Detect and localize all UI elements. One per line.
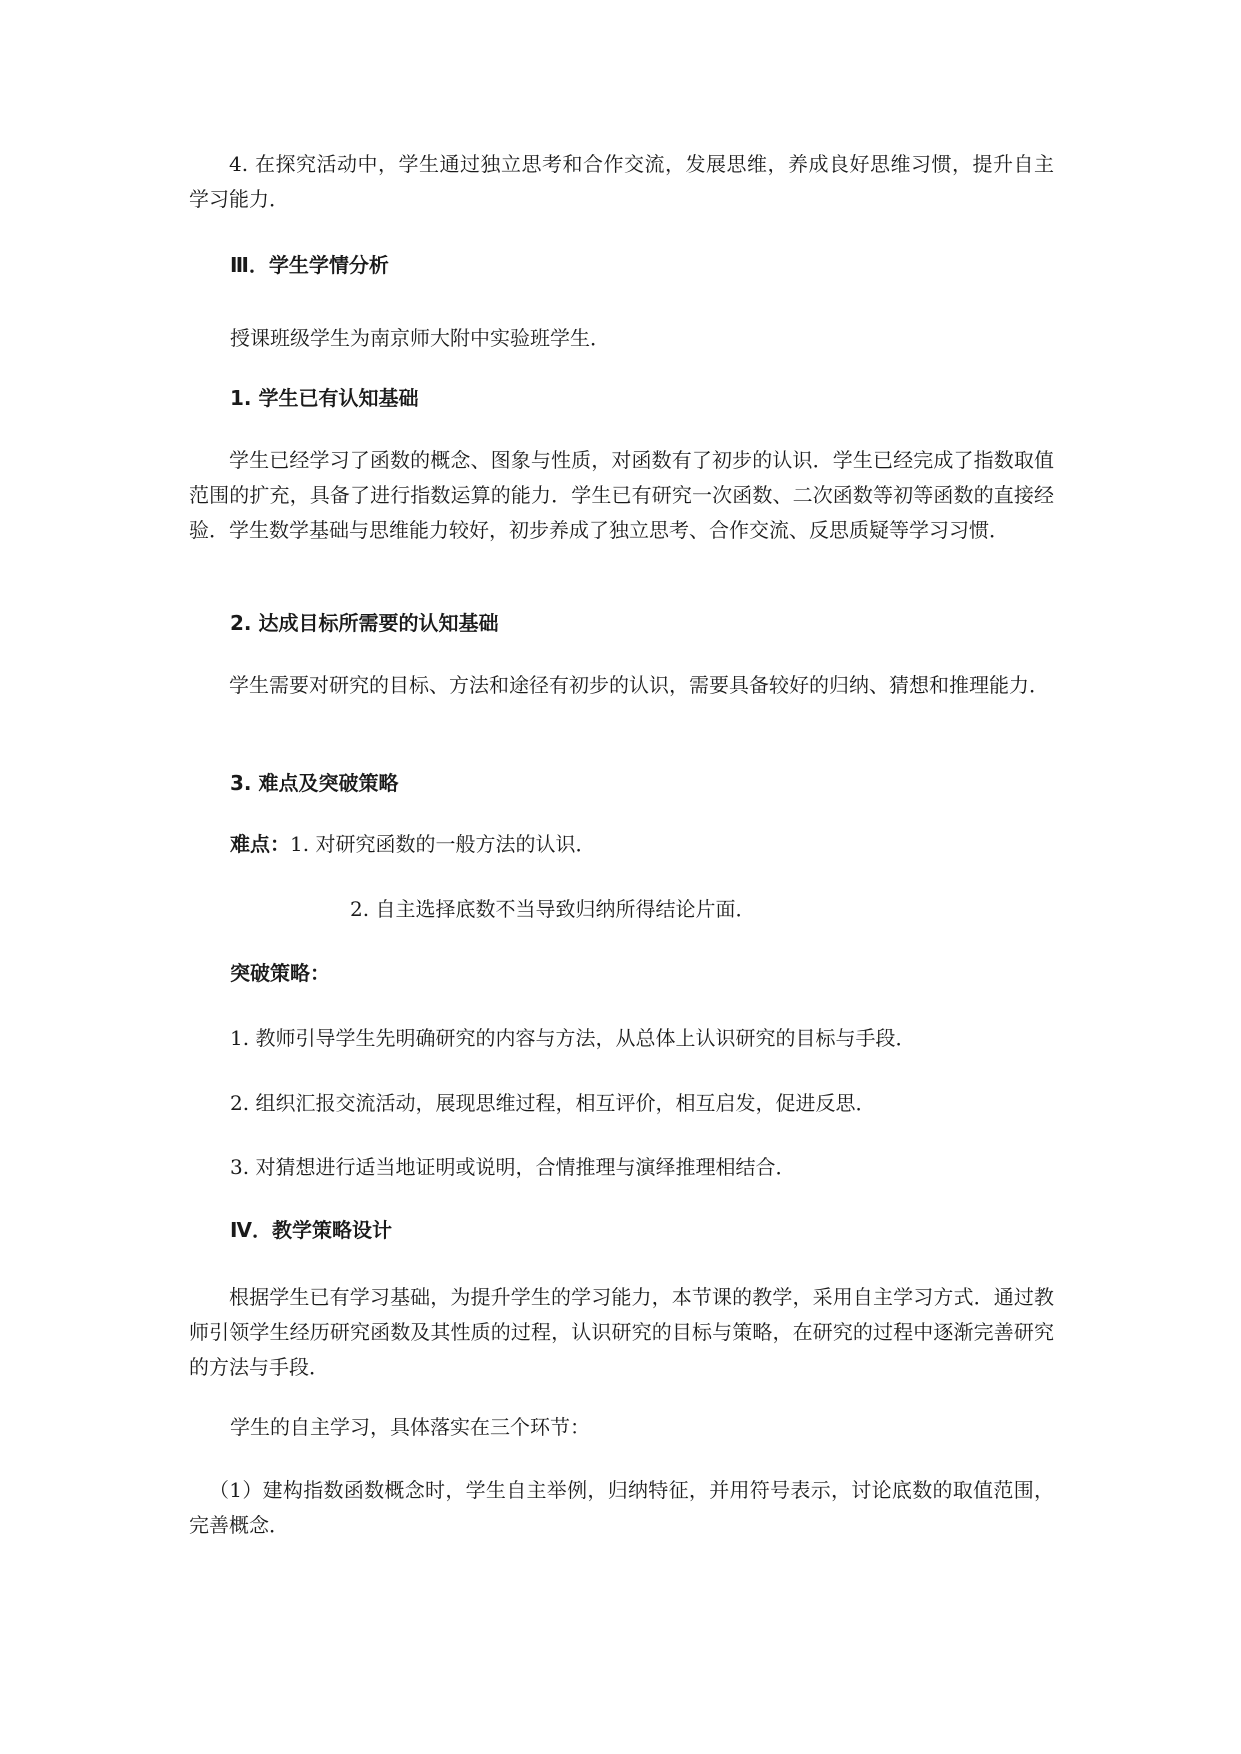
strategy-item-3: 3. 对猜想进行适当地证明或说明，合情推理与演绎推理相结合． — [230, 1155, 796, 1179]
section-title-teaching-strategy: Ⅳ．教学策略设计 — [230, 1218, 392, 1242]
subsection-title-existing-cognition: 1. 学生已有认知基础 — [230, 386, 419, 410]
subsection-title-required-cognition: 2. 达成目标所需要的认知基础 — [230, 611, 499, 635]
section-title-student-analysis: Ⅲ．学生学情分析 — [230, 253, 389, 277]
paragraph-existing-cognition: 学生已经学习了函数的概念、图象与性质，对函数有了初步的认识．学生已经完成了指数取值范围的扩充，具备了进行指数运算的能力．学生已有研究一次函数、二次函数等初等函数的直接经验．学生数学基础与思维能力较好，初步养成了独立思考、合作交流、反思质疑等学习习惯． — [189, 448, 1054, 542]
paragraph-self-study: 学生的自主学习，具体落实在三个环节： — [230, 1415, 590, 1439]
paragraph-item-1: （1）建构指数函数概念时，学生自主举例，归纳特征，并用符号表示，讨论底数的取值范围，完善概念． — [189, 1478, 1054, 1537]
difficulty-label: 难点： — [230, 832, 290, 856]
subsection-title-difficulty-strategy: 3. 难点及突破策略 — [230, 771, 399, 795]
strategy-item-2: 2. 组织汇报交流活动，展现思维过程，相互评价，相互启发，促进反思． — [230, 1091, 876, 1115]
strategy-item-1: 1. 教师引导学生先明确研究的内容与方法，从总体上认识研究的目标与手段． — [230, 1026, 916, 1050]
difficulty-item-1: 1. 对研究函数的一般方法的认识． — [290, 832, 596, 856]
paragraph-goal-4: 4. 在探究活动中，学生通过独立思考和合作交流，发展思维，养成良好思维习惯，提升自主学习能力． — [189, 152, 1054, 211]
paragraph-teaching-strategy: 根据学生已有学习基础，为提升学生的学习能力，本节课的教学，采用自主学习方式．通过教师引领学生经历研究函数及其性质的过程，认识研究的目标与策略，在研究的过程中逐渐完善研究的方法与手段． — [189, 1285, 1054, 1379]
strategy-label: 突破策略： — [230, 961, 330, 985]
difficulty-line-1 — [230, 829, 595, 859]
difficulty-item-2: 2. 自主选择底数不当导致归纳所得结论片面． — [350, 897, 756, 921]
paragraph-class-info: 授课班级学生为南京师大附中实验班学生． — [230, 326, 610, 350]
paragraph-required-cognition: 学生需要对研究的目标、方法和途径有初步的认识，需要具备较好的归纳、猜想和推理能力． — [229, 673, 1049, 697]
